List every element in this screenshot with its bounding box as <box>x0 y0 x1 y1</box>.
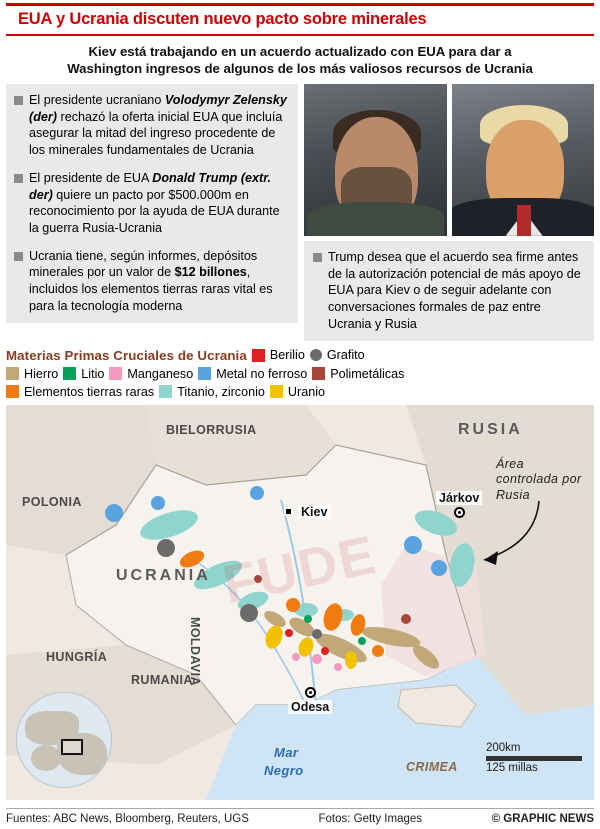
locator-inset-map <box>16 692 112 788</box>
trump-note-panel <box>304 241 594 341</box>
legend-swatch-icon <box>6 385 19 398</box>
legend-row-3 <box>6 385 594 399</box>
city-label: Odesa <box>288 700 332 714</box>
map-annotation-russian-control: Área controlada por Rusia <box>496 456 582 502</box>
legend-label: Uranio <box>287 384 326 399</box>
legend-item-hierro <box>6 367 58 381</box>
legend-row-1 <box>6 348 594 363</box>
trump-photo <box>452 84 595 236</box>
bullet-text: El presidente ucraniano Volodymyr Zelensky (der) rechazó la oferta inicial EUA que incluía asegurar la mitad del ingreso procedente de los minerales fundamentales de Ucrania <box>29 92 287 158</box>
map-label-black-sea-2: Negro <box>264 762 304 778</box>
inset-landmass <box>31 745 61 771</box>
map-city-jarkov[interactable] <box>436 491 482 518</box>
map-city-kiev[interactable] <box>284 505 330 519</box>
legend <box>6 348 594 399</box>
city-label: Kiev <box>298 505 330 519</box>
legend-item-uranio <box>270 385 325 399</box>
map-label-polonia: POLONIA <box>22 494 82 509</box>
bullet-square-icon <box>14 96 23 105</box>
legend-swatch-icon <box>312 367 325 380</box>
footer-photo-credit: Fotos: Getty Images <box>318 813 423 825</box>
legend-swatch-icon <box>63 367 76 380</box>
legend-item-metal-no-ferroso <box>198 367 307 381</box>
scale-miles-label: 125 millas <box>486 761 538 774</box>
subheadline-line-2: Washington ingresos de algunos de los más valiosos recursos de Ucrania <box>67 61 533 77</box>
legend-item-titanio-zirconio <box>159 385 265 399</box>
inset-highlight-box <box>61 739 83 755</box>
bullet-square-icon <box>14 252 23 261</box>
photo-strip <box>304 84 594 236</box>
trump-note-text: Trump desea que el acuerdo sea firme antes de la autorización potencial de más apoyo de EUA para Kiev o de seguir adelante con conversaciones formales de paz entre Ucrania y Rusia <box>328 249 581 331</box>
legend-label: Hierro <box>24 366 59 381</box>
map-label-hungria: HUNGRÍA <box>46 649 108 664</box>
legend-item-berilio <box>252 348 305 362</box>
legend-swatch-icon <box>270 385 283 398</box>
zelensky-photo <box>304 84 447 236</box>
legend-label: Polimetálicas <box>330 366 405 381</box>
legend-label: Grafito <box>326 348 365 363</box>
map-label-ucrania: UCRANIA <box>116 566 211 584</box>
legend-row-2 <box>6 367 594 381</box>
subheadline <box>0 36 600 84</box>
legend-label: Manganeso <box>127 366 194 381</box>
legend-swatch-icon <box>310 349 322 361</box>
bullet-trump <box>14 170 289 237</box>
subheadline-line-1: Kiev está trabajando en un acuerdo actualizado con EUA para dar a <box>88 44 512 59</box>
scale-km-label: 200km <box>486 741 521 754</box>
map-label-bielorrusia: BIELORRUSIA <box>166 422 257 437</box>
resource-map[interactable] <box>6 405 594 800</box>
bullet-square-icon <box>14 174 23 183</box>
footer-sources: Fuentes: ABC News, Bloomberg, Reuters, UGS <box>6 813 249 825</box>
infographic-page <box>0 3 600 829</box>
footer <box>6 808 594 825</box>
map-scale <box>486 742 582 774</box>
bullet-reserves <box>14 248 289 315</box>
legend-item-polimetalicas <box>312 367 404 381</box>
legend-title: Materias Primas Cruciales de Ucrania <box>6 347 247 363</box>
legend-label: Titanio, zirconio <box>177 384 265 399</box>
photo-detail <box>517 205 531 235</box>
photo-detail <box>307 202 444 235</box>
legend-label: Berilio <box>269 348 305 363</box>
scale-bar <box>486 756 582 761</box>
map-city-odesa[interactable] <box>288 687 332 714</box>
bullets-panel <box>6 84 298 323</box>
city-square-icon <box>284 507 293 516</box>
bullet-text: Ucrania tiene, según informes, depósitos minerales por un valor de $12 billones, incluidos los elementos tierras raras vital es para la tecnología moderna <box>29 248 273 313</box>
legend-item-tierras-raras <box>6 385 154 399</box>
bullet-square-icon <box>313 253 322 262</box>
legend-label: Metal no ferroso <box>216 366 308 381</box>
headline-bar <box>6 3 594 36</box>
legend-swatch-icon <box>198 367 211 380</box>
footer-brand: © GRAPHIC NEWS <box>491 813 594 825</box>
legend-swatch-icon <box>6 367 19 380</box>
legend-label: Litio <box>81 366 105 381</box>
legend-swatch-icon <box>109 367 122 380</box>
top-content <box>6 84 594 341</box>
right-column <box>304 84 594 341</box>
city-bullet-icon <box>305 687 316 698</box>
city-bullet-icon <box>454 507 465 518</box>
bullet-zelensky <box>14 92 289 159</box>
legend-swatch-icon <box>252 349 265 362</box>
map-label-moldavia: MOLDAVIA <box>188 616 202 686</box>
bullet-text: El presidente de EUA Donald Trump (extr. der) quiere un pacto por $500.000m en reconocimiento por la ayuda de EUA durante la guerra Rusia-Ucrania <box>29 170 280 235</box>
map-label-rumania: RUMANIA <box>131 672 193 687</box>
map-label-rusia: RUSIA <box>458 420 523 438</box>
city-label: Járkov <box>436 491 482 505</box>
legend-item-manganeso <box>109 367 193 381</box>
map-label-crimea: CRIMEA <box>406 759 458 774</box>
legend-item-litio <box>63 367 104 381</box>
page-title: EUA y Ucrania discuten nuevo pacto sobre minerales <box>18 10 427 28</box>
legend-item-grafito <box>310 348 365 362</box>
map-label-black-sea-1: Mar <box>274 744 299 760</box>
legend-label: Elementos tierras raras <box>24 384 155 399</box>
legend-swatch-icon <box>159 385 172 398</box>
